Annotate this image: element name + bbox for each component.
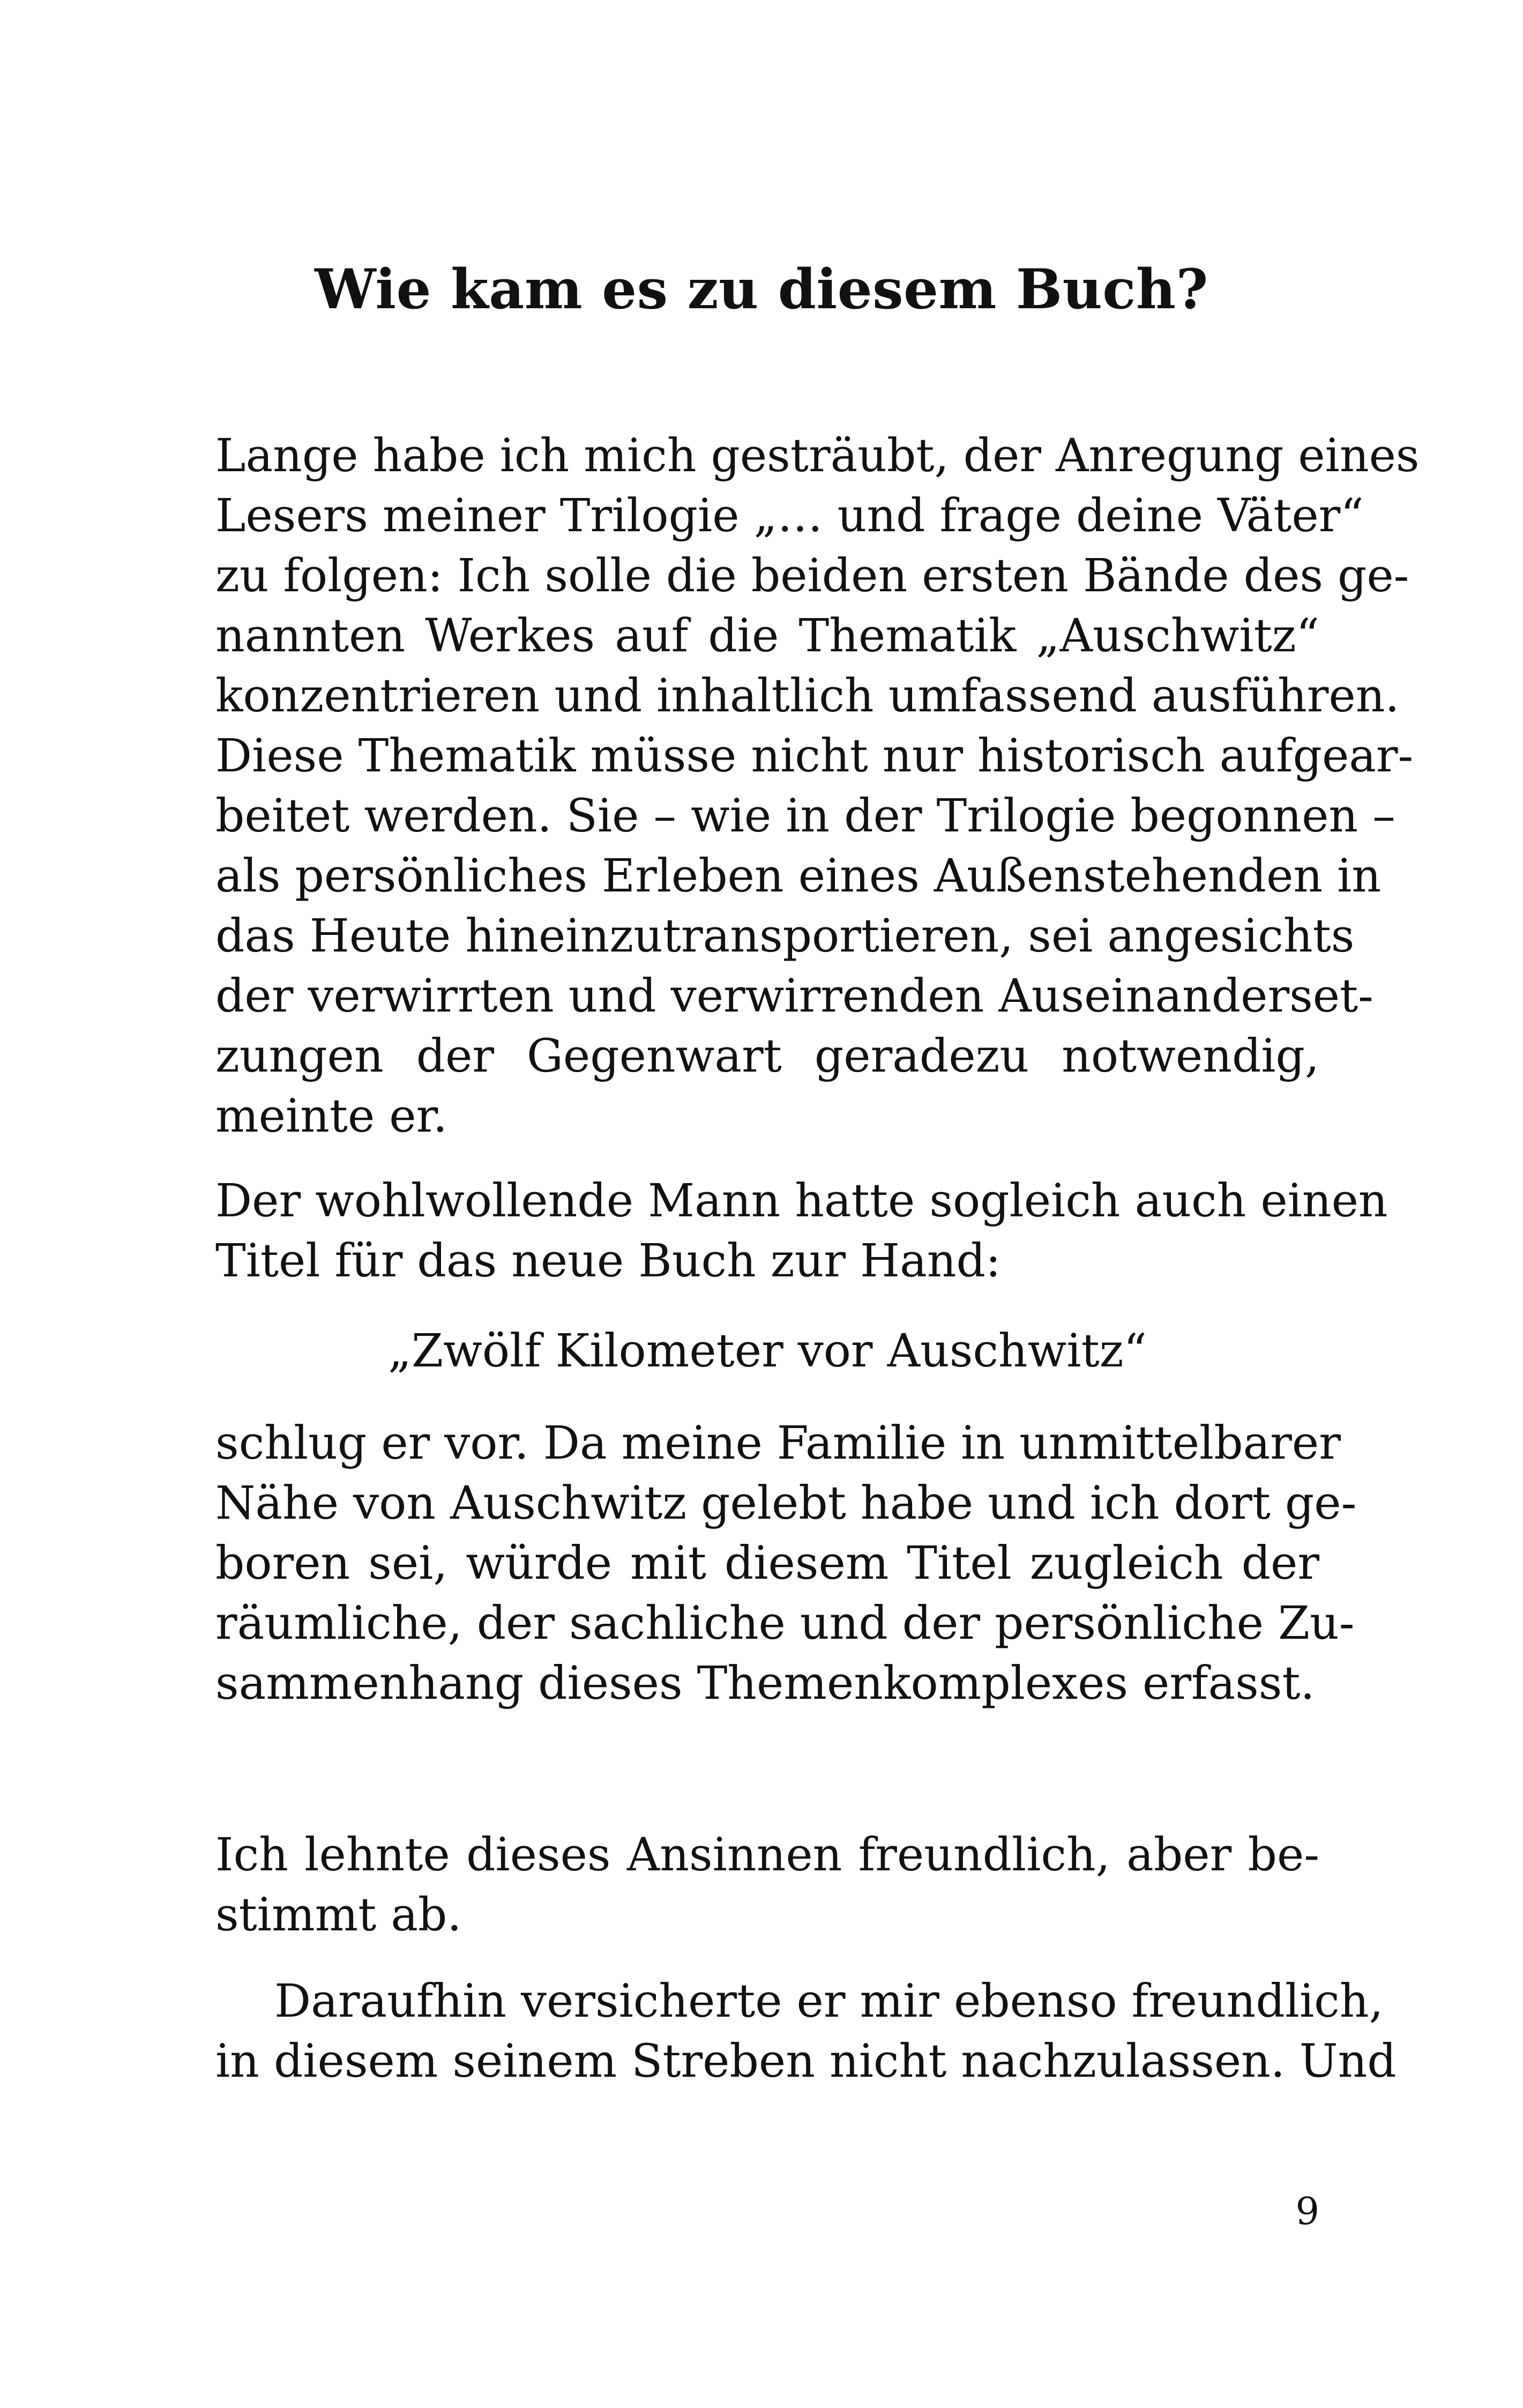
paragraph-5-line: Daraufhin versicherte er mir ebenso freundlich,	[274, 1975, 1384, 2028]
paragraph-1-line: das Heute hineinzutransportieren, sei angesichts	[215, 910, 1355, 963]
paragraph-1-line: zu folgen: Ich solle die beiden ersten Bände des ge-	[215, 549, 1409, 603]
paragraph-1-line: Lange habe ich mich gesträubt, der Anregung eines	[215, 429, 1420, 482]
paragraph-1-line: der verwirrten und verwirrenden Auseinanderset-	[215, 970, 1373, 1023]
paragraph-3-line: sammenhang dieses Themenkomplexes erfasst.	[215, 1657, 1315, 1710]
paragraph-4-line: stimmt ab.	[215, 1889, 462, 1942]
paragraph-3-line: räumliche, der sachliche und der persönliche Zu-	[215, 1597, 1355, 1650]
paragraph-2-line: Titel für das neue Buch zur Hand:	[215, 1235, 1001, 1288]
paragraph-1-line: als persönliches Erleben eines Außenstehenden in	[215, 850, 1382, 903]
paragraph-3-line: boren sei, würde mit diesem Titel zugleich der	[215, 1537, 1319, 1590]
page-number: 9	[1295, 2189, 1319, 2233]
suggested-book-title: „Zwölf Kilometer vor Auschwitz“	[387, 1325, 1147, 1378]
paragraph-1-line: konzentrieren und inhaltlich umfassend ausführen.	[215, 670, 1400, 723]
chapter-title: Wie kam es zu diesem Buch?	[315, 257, 1208, 322]
paragraph-1-line: zungen der Gegenwart geradezu notwendig,	[215, 1030, 1319, 1083]
paragraph-3-line: Nähe von Auschwitz gelebt habe und ich dort ge-	[215, 1477, 1357, 1530]
paragraph-1-line: Lesers meiner Trilogie „… und frage deine Väter“	[215, 489, 1364, 542]
paragraph-1-line: meinte er.	[215, 1090, 447, 1143]
paragraph-1-line: Diese Thematik müsse nicht nur historisch aufgear-	[215, 730, 1414, 783]
paragraph-3-line: schlug er vor. Da meine Familie in unmittelbarer	[215, 1417, 1341, 1470]
paragraph-5-line: in diesem seinem Streben nicht nachzulassen. Und	[215, 2035, 1397, 2088]
paragraph-4-line: Ich lehnte dieses Ansinnen freundlich, aber be-	[215, 1829, 1319, 1882]
paragraph-1-line: nannten Werkes auf die Thematik „Auschwitz“	[215, 610, 1319, 663]
paragraph-1-line: beitet werden. Sie – wie in der Trilogie begonnen –	[215, 790, 1395, 843]
paragraph-2-line: Der wohlwollende Mann hatte sogleich auch einen	[215, 1175, 1388, 1228]
